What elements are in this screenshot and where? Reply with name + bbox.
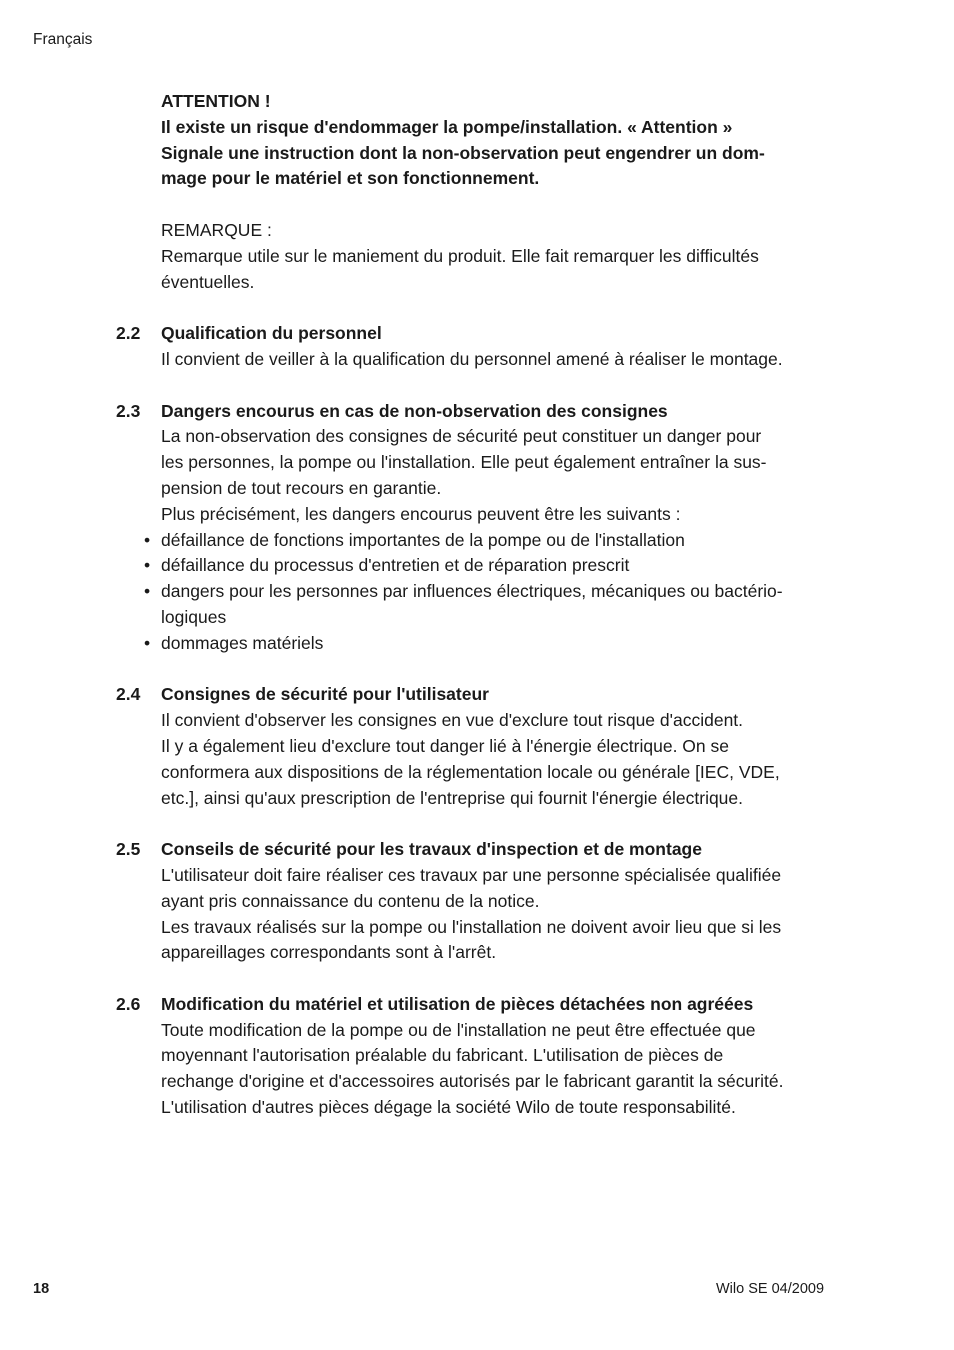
section-2-2 <box>116 321 841 373</box>
remarque-line: éventuelles. <box>161 271 255 292</box>
section-2-6 <box>116 992 841 1121</box>
section-line: Les travaux réalisés sur la pompe ou l'installation ne doivent avoir lieu que si les <box>161 916 782 937</box>
section-line: conformera aux dispositions de la réglementation locale ou générale [IEC, VDE, <box>161 761 780 782</box>
list-item: • dommages matériels <box>161 631 841 657</box>
section-line: les personnes, la pompe ou l'installation. Elle peut également entraîner la sus- <box>161 452 767 473</box>
remarque-line: Remarque utile sur le maniement du produit. Elle fait remarquer les difficultés <box>161 245 759 266</box>
language-label: Français <box>33 31 93 48</box>
section-2-5 <box>116 837 841 966</box>
attention-line: Il existe un risque d'endommager la pompe/installation. « Attention » <box>161 116 733 137</box>
section-line: L'utilisateur doit faire réaliser ces travaux par une personne spécialisée qualifiée <box>161 864 782 885</box>
remarque-block <box>161 218 841 295</box>
attention-block <box>161 89 841 192</box>
section-line: ayant pris connaissance du contenu de la notice. <box>161 890 540 911</box>
remarque-heading: REMARQUE : <box>161 219 272 240</box>
section-line: pension de tout recours en garantie. <box>161 477 442 498</box>
section-title: Qualification du personnel <box>161 323 382 344</box>
list-item: • défaillance de fonctions importantes de la pompe ou de l'installation <box>161 528 841 554</box>
section-line: etc.], ainsi qu'aux prescription de l'entreprise qui fournit l'énergie électrique. <box>161 787 744 808</box>
attention-heading: ATTENTION ! <box>161 91 271 111</box>
section-line: Il convient de veiller à la qualification du personnel amené à réaliser le montage. <box>161 348 783 369</box>
section-line: La non-observation des consignes de sécurité peut constituer un danger pour <box>161 426 762 447</box>
section-line: Toute modification de la pompe ou de l'installation ne peut être effectuée que <box>161 1019 756 1040</box>
section-title: Consignes de sécurité pour l'utilisateur <box>161 684 489 705</box>
list-item: • défaillance du processus d'entretien et de réparation prescrit <box>161 553 841 579</box>
section-number: 2.2 <box>116 323 141 344</box>
attention-line: mage pour le matériel et son fonctionnement. <box>161 168 540 189</box>
section-number: 2.5 <box>116 839 141 860</box>
section-number: 2.6 <box>116 993 141 1014</box>
section-line: rechange d'origine et d'accessoires autorisés par le fabricant garantit la sécurité. <box>161 1071 784 1092</box>
attention-line: Signale une instruction dont la non-observation peut engendrer un dom- <box>161 142 765 163</box>
page-number: 18 <box>33 1281 50 1297</box>
section-title: Conseils de sécurité pour les travaux d'inspection et de montage <box>161 839 702 860</box>
section-number: 2.4 <box>116 684 141 705</box>
section-line: moyennant l'autorisation préalable du fabricant. L'utilisation de pièces de <box>161 1045 724 1066</box>
section-line: Plus précisément, les dangers encourus peuvent être les suivants : <box>161 503 681 524</box>
danger-list <box>161 528 841 657</box>
section-title: Dangers encourus en cas de non-observation des consignes <box>161 400 668 421</box>
document-body <box>116 89 841 1121</box>
section-2-4 <box>116 682 841 811</box>
section-number: 2.3 <box>116 400 141 421</box>
section-line: appareillages correspondants sont à l'arrêt. <box>161 942 497 963</box>
section-2-3 <box>116 399 841 657</box>
section-line: Il convient d'observer les consignes en vue d'exclure tout risque d'accident. <box>161 710 744 731</box>
list-item: • dangers pour les personnes par influences électriques, mécaniques ou bactério- logiques <box>161 579 841 631</box>
section-line: L'utilisation d'autres pièces dégage la société Wilo de toute responsabilité. <box>161 1097 736 1118</box>
section-title: Modification du matériel et utilisation de pièces détachées non agréées <box>161 993 754 1014</box>
section-line: Il y a également lieu d'exclure tout danger lié à l'énergie électrique. On se <box>161 735 729 756</box>
publisher-date: Wilo SE 04/2009 <box>716 1281 825 1297</box>
